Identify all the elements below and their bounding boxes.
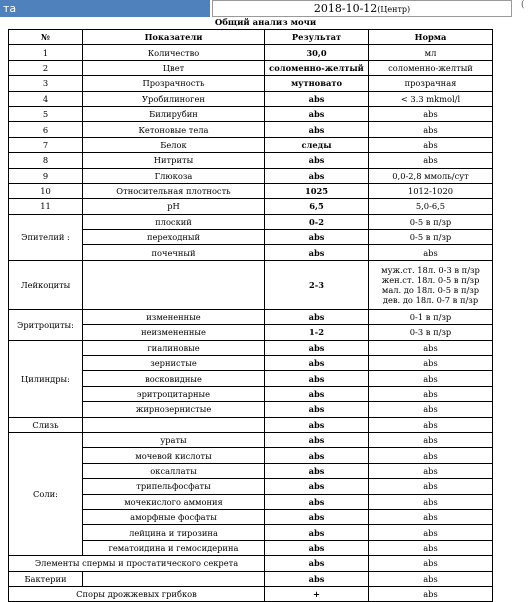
table-row [9,586,493,601]
result-value: abs [265,556,369,571]
table-row [9,340,493,355]
norm-line: дев. до 18л. 0-7 в п/зр [382,294,479,305]
result-value: abs [265,571,369,586]
result-value: 30,0 [265,45,369,60]
result-value: abs [265,168,369,183]
norm-value: abs [369,137,493,152]
table-row [9,168,493,183]
norm-value: 0-3 в п/зр [369,325,493,340]
result-value: abs [265,122,369,137]
row-number: 1 [9,45,83,60]
norm-value [369,260,493,309]
norm-value: 5,0-6,5 [369,199,493,214]
table-row [9,417,493,432]
table-row [9,76,493,91]
date-cell [212,0,512,17]
indicator-name: Кетоновые тела [83,122,265,137]
indicator-name: Прозрачность [83,76,265,91]
indicator-name: гематоидина и гемосидерина [83,540,265,555]
result-value: abs [265,540,369,555]
table-row [9,45,493,60]
result-value: abs [265,432,369,447]
result-value: + [265,586,369,601]
indicator-name: зернистые [83,356,265,371]
indicator-name: мочевой кислоты [83,448,265,463]
indicator-name: неизмененные [83,325,265,340]
row-number: 5 [9,106,83,121]
norm-value: мл [369,45,493,60]
result-value: 0-2 [265,214,369,229]
table-row [9,309,493,324]
result-value: abs [265,356,369,371]
column-header: Показатели [83,30,265,45]
norm-value: 0-5 в п/зр [369,230,493,245]
result-value: abs [265,91,369,106]
norm-value: abs [369,463,493,478]
result-value: 1025 [265,183,369,198]
norm-line: жен.ст. 18л. 0-5 в п/зр [381,274,480,285]
row-number: 8 [9,153,83,168]
table-row [9,260,493,309]
empty-cell [83,260,265,309]
indicator-name: плоский [83,214,265,229]
indicator-name: оксаллаты [83,463,265,478]
result-value: мутновато [265,76,369,91]
group-label: Эпителий : [9,214,83,260]
indicator-name: ураты [83,432,265,447]
norm-value: соломенно-желтый [369,60,493,75]
indicator-name: Билирубин [83,106,265,121]
group-label: Соли: [9,432,83,555]
indicator-name: почечный [83,245,265,260]
result-value: 1-2 [265,325,369,340]
norm-value: abs [369,122,493,137]
indicator-name: измененные [83,309,265,324]
result-value: abs [265,386,369,401]
page-title: Общий анализ мочи [214,18,317,28]
result-value: соломенно-желтый [265,60,369,75]
result-value: abs [265,525,369,540]
result-value: abs [265,371,369,386]
table-row [9,106,493,121]
table-header-row [9,30,493,45]
indicator-name: Глюкоза [83,168,265,183]
norm-value: abs [369,479,493,494]
row-number: 4 [9,91,83,106]
norm-value: abs [369,525,493,540]
indicator-name: Цвет [83,60,265,75]
norm-value: abs [369,153,493,168]
table-row [9,153,493,168]
result-value: abs [265,245,369,260]
result-value: abs [265,417,369,432]
result-value: abs [265,230,369,245]
empty-cell [83,417,265,432]
indicator-name: Бактерии [9,571,83,586]
table-row [9,91,493,106]
norm-value: abs [369,340,493,355]
result-value: abs [265,463,369,478]
norm-line: мал. до 18л. 0-5 в п/зр [381,284,480,295]
row-number: 3 [9,76,83,91]
norm-value: abs [369,571,493,586]
date-text: 2018-10-12 [313,2,378,15]
empty-cell [83,571,265,586]
table-row [9,556,493,571]
sheet-tab[interactable]: та [0,0,210,17]
norm-value: abs [369,356,493,371]
indicator-name: переходный [83,230,265,245]
analysis-table-body [9,30,493,602]
norm-value: abs [369,245,493,260]
indicator-name: трипельфосфаты [83,479,265,494]
result-value: abs [265,106,369,121]
norm-value: abs [369,432,493,447]
result-value: abs [265,340,369,355]
row-number: 9 [9,168,83,183]
row-number: 11 [9,199,83,214]
norm-value: abs [369,402,493,417]
norm-value: abs [369,448,493,463]
table-row [9,122,493,137]
top-bar [0,0,531,17]
indicator-name: Нитриты [83,153,265,168]
column-header: Результат [265,30,369,45]
norm-value: abs [369,494,493,509]
norm-value: abs [369,371,493,386]
group-label: Слизь [9,417,83,432]
result-value: следы [265,137,369,152]
result-value: abs [265,479,369,494]
indicator-name: жирнозернистые [83,402,265,417]
indicator-name: Споры дрожжевых грибков [9,586,265,601]
row-number: 6 [9,122,83,137]
norm-line: муж.ст. 18л. 0-3 в п/зр [381,264,480,275]
norm-value: abs [369,417,493,432]
table-row [9,571,493,586]
edge-mark: ( [521,0,525,10]
norm-value: abs [369,509,493,524]
norm-value: abs [369,586,493,601]
result-value: abs [265,402,369,417]
location-text: (Центр) [377,5,411,14]
group-label: Цилиндры: [9,340,83,417]
indicator-name: Количество [83,45,265,60]
indicator-name: эритроцитарные [83,386,265,401]
analysis-table [8,29,493,602]
table-row [9,183,493,198]
norm-value: 0,0-2,8 ммоль/сут [369,168,493,183]
indicator-name: мочекислого аммония [83,494,265,509]
norm-value: abs [369,386,493,401]
group-label: Лейкоциты [9,260,83,309]
column-header: № [9,30,83,45]
indicator-name: восковидные [83,371,265,386]
indicator-name: Относительная плотность [83,183,265,198]
row-number: 10 [9,183,83,198]
norm-value: 1012-1020 [369,183,493,198]
norm-value: прозрачная [369,76,493,91]
table-row [9,60,493,75]
indicator-name: Белок [83,137,265,152]
indicator-name: Уробилиноген [83,91,265,106]
norm-value: 0-5 в п/зр [369,214,493,229]
norm-value: abs [369,540,493,555]
result-value: abs [265,153,369,168]
norm-value: < 3.3 mkmol/l [369,91,493,106]
norm-value: 0-1 в п/зр [369,309,493,324]
group-label: Эритроциты: [9,309,83,340]
indicator-name: Элементы спермы и простатического секрета [9,556,265,571]
result-value: 2-3 [265,260,369,309]
table-row [9,214,493,229]
column-header: Норма [369,30,493,45]
result-value: abs [265,309,369,324]
norm-value: abs [369,556,493,571]
row-number: 7 [9,137,83,152]
indicator-name: pH [83,199,265,214]
indicator-name: аморфные фосфаты [83,509,265,524]
indicator-name: лейцина и тирозина [83,525,265,540]
row-number: 2 [9,60,83,75]
result-value: abs [265,494,369,509]
result-value: abs [265,509,369,524]
table-row [9,199,493,214]
table-row [9,432,493,447]
table-row [9,137,493,152]
indicator-name: гиалиновые [83,340,265,355]
result-value: abs [265,448,369,463]
norm-value: abs [369,106,493,121]
result-value: 6,5 [265,199,369,214]
